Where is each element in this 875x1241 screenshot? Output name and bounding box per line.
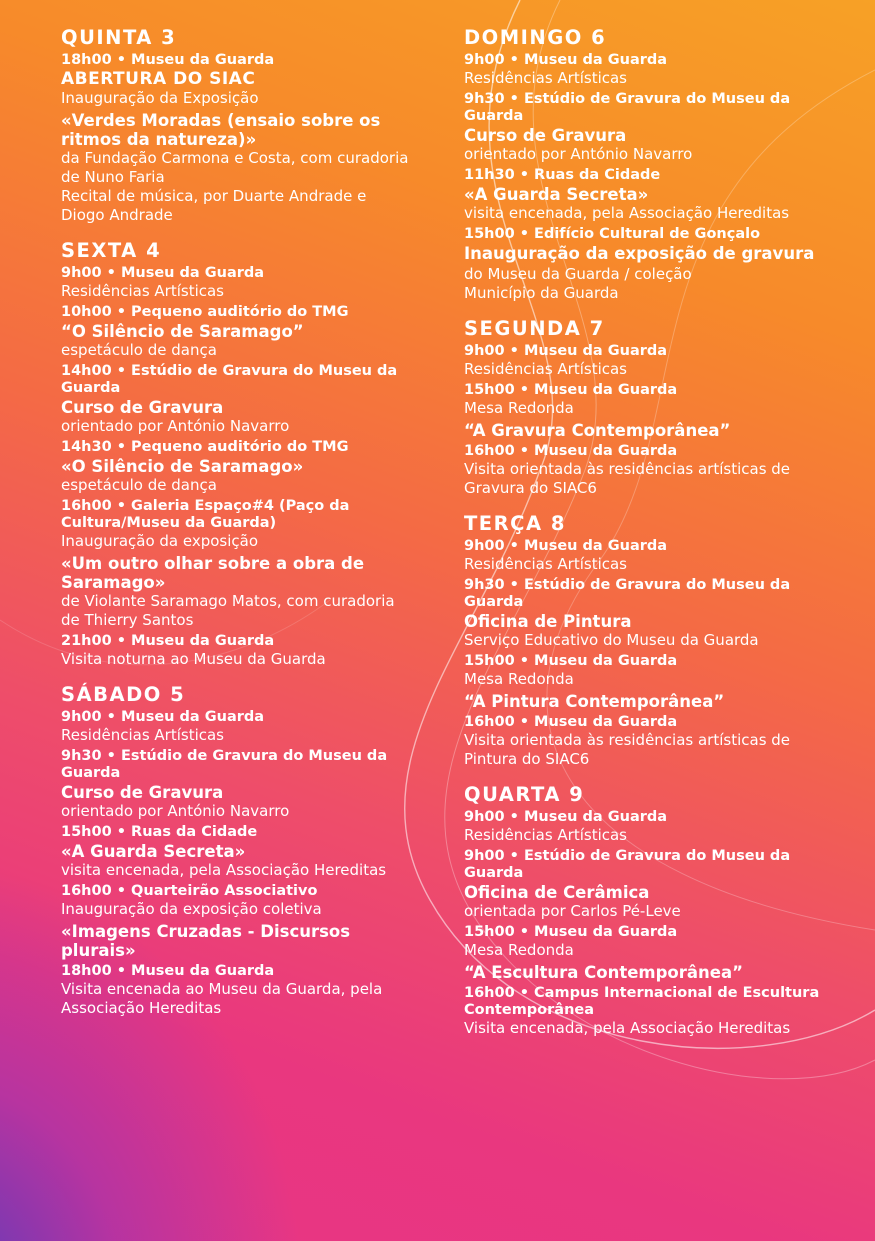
event bbox=[61, 111, 411, 225]
event-desc: de Violante Saramago Matos, com curadoria de Thierry Santos bbox=[61, 592, 395, 629]
event-title bbox=[464, 244, 824, 284]
event-time: 14h30 • Pequeno auditório do TMG bbox=[61, 439, 349, 455]
event bbox=[464, 653, 824, 689]
event bbox=[464, 443, 824, 498]
event-title: “A Gravura Contemporânea” bbox=[464, 421, 731, 440]
event-time: 9h00 • Museu da Guarda bbox=[464, 343, 668, 359]
day-terca bbox=[464, 512, 824, 769]
event-desc: Residências Artísticas bbox=[464, 826, 628, 844]
day-segunda bbox=[464, 317, 824, 498]
schedule-left-column bbox=[61, 26, 411, 1032]
event-desc: orientado por António Navarro bbox=[464, 145, 693, 163]
event bbox=[61, 883, 411, 919]
event-time: 16h00 • Quarteirão Associativo bbox=[61, 883, 318, 899]
event-title: Curso de Gravura bbox=[61, 398, 224, 417]
event-time: 18h00 • Museu da Guarda bbox=[61, 52, 275, 68]
event-time: 16h00 • Museu da Guarda bbox=[464, 714, 678, 730]
event-time: 15h00 • Museu da Guarda bbox=[464, 382, 678, 398]
event-desc: Visita encenada ao Museu da Guarda, pela Associação Hereditas bbox=[61, 980, 383, 1017]
event bbox=[61, 265, 411, 301]
event-time: 9h00 • Museu da Guarda bbox=[61, 265, 265, 281]
event-title: «Imagens Cruzadas - Discursos plurais» bbox=[61, 922, 351, 960]
day-title: QUARTA 9 bbox=[464, 783, 585, 806]
event bbox=[464, 692, 824, 711]
event-desc: Residências Artísticas bbox=[464, 555, 628, 573]
day-sabado bbox=[61, 683, 411, 1018]
event-desc: orientada por Carlos Pé-Leve bbox=[464, 902, 681, 920]
event-desc: Serviço Educativo do Museu da Guarda bbox=[464, 631, 759, 649]
event bbox=[464, 343, 824, 379]
event-desc: Residências Artísticas bbox=[61, 282, 225, 300]
event-time: 10h00 • Pequeno auditório do TMG bbox=[61, 304, 349, 320]
event-title: «A Guarda Secreta» bbox=[61, 842, 246, 861]
event bbox=[464, 167, 824, 223]
event-title: Oficina de Cerâmica bbox=[464, 883, 650, 902]
event-time: 9h00 • Estúdio de Gravura do Museu da Guarda bbox=[464, 848, 791, 881]
event bbox=[464, 985, 824, 1038]
day-quinta bbox=[61, 26, 411, 225]
event-time: 9h00 • Museu da Guarda bbox=[464, 538, 668, 554]
event-title: Oficina de Pintura bbox=[464, 612, 632, 631]
event bbox=[61, 709, 411, 745]
event-desc: orientado por António Navarro bbox=[61, 802, 290, 820]
day-title: SÁBADO 5 bbox=[61, 683, 186, 706]
event-title: Curso de Gravura bbox=[464, 126, 627, 145]
event-title-main: Inauguração da exposição de gravura bbox=[464, 244, 815, 263]
event bbox=[61, 633, 411, 669]
day-domingo bbox=[464, 26, 824, 303]
event-title: “A Escultura Contemporânea” bbox=[464, 963, 743, 982]
event-time: 9h00 • Museu da Guarda bbox=[464, 809, 668, 825]
event-title: «Um outro olhar sobre a obra de Saramago» bbox=[61, 554, 365, 592]
day-quarta bbox=[464, 783, 824, 1038]
event bbox=[464, 577, 824, 650]
event-time: 15h00 • Ruas da Cidade bbox=[61, 824, 258, 840]
event-title: Curso de Gravura bbox=[61, 783, 224, 802]
event bbox=[464, 924, 824, 960]
event bbox=[464, 382, 824, 418]
event-time: 9h00 • Museu da Guarda bbox=[61, 709, 265, 725]
event-desc: Residências Artísticas bbox=[464, 360, 628, 378]
event bbox=[464, 809, 824, 845]
event-desc: Município da Guarda bbox=[464, 284, 619, 302]
event bbox=[61, 52, 411, 108]
event-desc: visita encenada, pela Associação Hereditas bbox=[61, 861, 387, 879]
event-desc: Inauguração da exposição coletiva bbox=[61, 900, 322, 918]
day-sexta bbox=[61, 239, 411, 669]
event bbox=[464, 538, 824, 574]
event bbox=[464, 714, 824, 769]
day-title: TERÇA 8 bbox=[464, 512, 566, 535]
event-title: «A Guarda Secreta» bbox=[464, 185, 649, 204]
day-title: DOMINGO 6 bbox=[464, 26, 607, 49]
event bbox=[61, 554, 411, 630]
event bbox=[61, 922, 411, 960]
event-title: «Verdes Moradas (ensaio sobre os ritmos da natureza)» bbox=[61, 111, 381, 149]
event-desc: Visita noturna ao Museu da Guarda bbox=[61, 650, 326, 668]
event bbox=[61, 304, 411, 360]
event bbox=[61, 824, 411, 880]
event-time: 11h30 • Ruas da Cidade bbox=[464, 167, 661, 183]
event-desc: Inauguração da Exposição bbox=[61, 89, 259, 107]
event-title: ABERTURA DO SIAC bbox=[61, 69, 256, 89]
event bbox=[464, 421, 824, 440]
event bbox=[61, 363, 411, 436]
event bbox=[61, 439, 411, 495]
event-time: 18h00 • Museu da Guarda bbox=[61, 963, 275, 979]
event-title: “O Silêncio de Saramago” bbox=[61, 322, 304, 341]
event-time: 21h00 • Museu da Guarda bbox=[61, 633, 275, 649]
event-title: «O Silêncio de Saramago» bbox=[61, 457, 304, 476]
event-desc: da Fundação Carmona e Costa, com curadoria de Nuno Faria Recital de música, por Duarte Andrade e Diogo Andrade bbox=[61, 149, 409, 224]
schedule-right-column bbox=[464, 26, 824, 1052]
event-time: 16h00 • Campus Internacional de Escultura Contemporânea bbox=[464, 985, 820, 1018]
event bbox=[464, 91, 824, 164]
event-desc: orientado por António Navarro bbox=[61, 417, 290, 435]
event-title-tail: do Museu da Guarda / coleção bbox=[464, 265, 692, 283]
event-desc: Visita orientada às residências artísticas de Gravura do SIAC6 bbox=[464, 460, 791, 497]
event-desc: visita encenada, pela Associação Hereditas bbox=[464, 204, 790, 222]
event bbox=[61, 963, 411, 1018]
event-time: 9h30 • Estúdio de Gravura do Museu da Guarda bbox=[464, 91, 791, 124]
event bbox=[464, 848, 824, 921]
event-desc: Residências Artísticas bbox=[464, 69, 628, 87]
event bbox=[464, 963, 824, 982]
event-time: 15h00 • Edifício Cultural de Gonçalo bbox=[464, 226, 761, 242]
event bbox=[61, 498, 411, 551]
event-desc: Visita encenada, pela Associação Hereditas bbox=[464, 1019, 791, 1037]
event-desc: espetáculo de dança bbox=[61, 341, 217, 359]
event-time: 15h00 • Museu da Guarda bbox=[464, 653, 678, 669]
event-desc: Mesa Redonda bbox=[464, 941, 574, 959]
event-desc: Residências Artísticas bbox=[61, 726, 225, 744]
event-desc: Inauguração da exposição bbox=[61, 532, 259, 550]
event-time: 9h30 • Estúdio de Gravura do Museu da Guarda bbox=[464, 577, 791, 610]
day-title: SEGUNDA 7 bbox=[464, 317, 605, 340]
event-desc: espetáculo de dança bbox=[61, 476, 217, 494]
event-time: 15h00 • Museu da Guarda bbox=[464, 924, 678, 940]
event-desc: Mesa Redonda bbox=[464, 399, 574, 417]
event-time: 14h00 • Estúdio de Gravura do Museu da Guarda bbox=[61, 363, 398, 396]
event bbox=[464, 52, 824, 88]
event-time: 9h00 • Museu da Guarda bbox=[464, 52, 668, 68]
event-time: 16h00 • Galeria Espaço#4 (Paço da Cultura/Museu da Guarda) bbox=[61, 498, 350, 531]
event-time: 16h00 • Museu da Guarda bbox=[464, 443, 678, 459]
event-title: “A Pintura Contemporânea” bbox=[464, 692, 725, 711]
day-title: QUINTA 3 bbox=[61, 26, 177, 49]
event bbox=[61, 748, 411, 821]
event-desc: Mesa Redonda bbox=[464, 670, 574, 688]
event-desc: Visita orientada às residências artísticas de Pintura do SIAC6 bbox=[464, 731, 791, 768]
day-title: SEXTA 4 bbox=[61, 239, 162, 262]
event-time: 9h30 • Estúdio de Gravura do Museu da Guarda bbox=[61, 748, 388, 781]
event bbox=[464, 226, 824, 303]
